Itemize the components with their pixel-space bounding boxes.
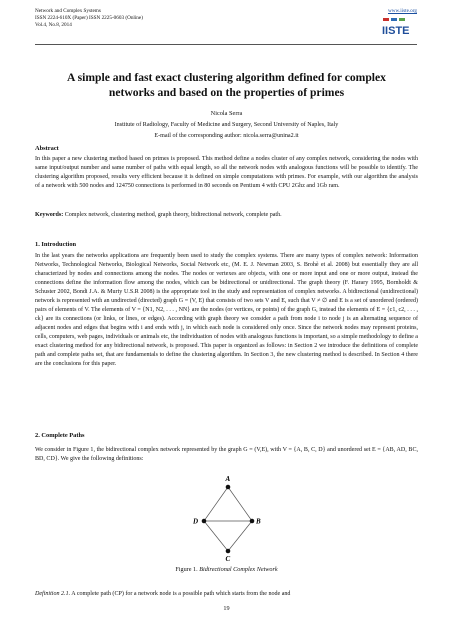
section-2-text: We consider in Figure 1, the bidirectional complex network represented by the graph G = (V,E), with V = {A, B, C, D} and unordered set E = {AB, AD, BC, BD, CD}. We give the following definitions: <box>35 447 418 462</box>
node-d <box>202 519 207 524</box>
journal-header <box>35 8 143 29</box>
section-2-heading: 2. Complete Paths <box>35 432 85 439</box>
node-c <box>226 549 231 554</box>
figure-caption-text: Bidirectional Complex Network <box>199 566 278 573</box>
definition-label: Definition 2.1. <box>35 591 71 597</box>
figure-1-graph <box>186 471 270 563</box>
node-label-a: A <box>225 475 231 483</box>
keywords-line <box>35 211 418 220</box>
keywords-text: Complex network, clustering method, graph theory, bidirectional network, complete path. <box>63 212 282 218</box>
edge-a-b <box>228 487 252 521</box>
header-rule <box>35 44 417 45</box>
paper-title <box>0 70 453 100</box>
title-line-1: A simple and fast exact clustering algorithm defined for complex <box>67 71 386 84</box>
node-label-d: D <box>193 517 199 526</box>
corresponding-email: E-mail of the corresponding author: nicola.serra@unina2.it <box>154 133 299 139</box>
edge-d-c <box>204 521 228 551</box>
node-b <box>250 519 255 524</box>
iiste-logo <box>381 17 417 39</box>
definition-text: A complete path (CP) for a network node is a possible path which starts from the node and <box>70 591 291 597</box>
node-a <box>226 485 231 490</box>
node-label-c: C <box>225 555 231 563</box>
edge-b-c <box>228 521 252 551</box>
journal-url-link[interactable]: www.iiste.org <box>388 8 417 14</box>
abstract-heading: Abstract <box>35 145 59 152</box>
page-number: 19 <box>223 605 230 612</box>
definition-2-1 <box>35 590 418 599</box>
edge-a-d <box>204 487 228 521</box>
abstract-text: In this paper a new clustering method based on primes is proposed. This method define a nodes cluster of any complex network, considering the nodes with same input/output number and same number of paths with equal length, so all the network nodes with analogous functions will be possible to identify. The clustering algorithm proposed, results very efficient because it is defined on simple computations with primes. For example, with our algorithm the analysis of a network with 500 nodes and 124750 connections is performed in 80 seconds on Pentium 4 with CPU 2Ghz and 1Gb ram. <box>35 156 418 189</box>
figure-1-caption <box>0 566 453 573</box>
figure-caption-prefix: Figure 1. <box>175 566 200 573</box>
keywords-label: Keywords: <box>35 212 64 218</box>
introduction-text: In the last years the networks applications are frequently been used to study the complex systems. There are many types of complex network: Information Networks, Technological Networks, Biological Networks, Social Network etc, (M. E. J. Newman 2003, S. Brohè et al. 2008) but essentially they are all characterized by nodes and connections among the nodes. The nodes or vertexes are objects, with one or more input and one or more output, instead the connections define the information flow among the nodes, which can be bidirectional or unidirectional. The graph theory (F. Harary 1995, Bornholdt & Schuster 2002, Bondi J.A. & Murty U.S.R 2008) is the appropriate tool in the study and representation of complex networks. A bidirectional (unidirectional) network is represented with an undirected (directed) graph G = (V, E) that consists of two sets V and E, such that V ≠ ∅ and E is a set of unordered (ordered) pairs of elements of V. The elements of V = {N1, N2, . . . , NN} are the nodes (or vertices, or points) of the graph G, instead the elements of E = {c1, c2, . . . , ck} are its connections (or links, or lines, or edges). According with graph theory we consider a path from node i to node j is an alternating sequence of adjacent nodes and edges that begins with i and ends with j, in which each node is considered only once. Since the network nodes may represent proteins, cells, computers, web pages, individuals or animals etc, the individuation of nodes with analogous functions is important, so a simple methodology to define a exact clustering method for any bidirectional network, is proposed. This paper is organized as follows: in Section 2 we introduce the definitions of complete path and complete paths set, that are fundamentals to define the clustering algorithm. In Section 3, the new clustering method is described. In Section 4 there are the conclusions for this paper. <box>35 253 418 367</box>
svg-text:IISTE: IISTE <box>382 25 410 37</box>
volume-line: Vol.4, No.8, 2014 <box>35 22 72 28</box>
node-label-b: B <box>256 517 261 526</box>
affiliation: Institute of Radiology, Faculty of Medicine and Surgery, Second University of Naples, Italy <box>114 122 339 128</box>
author-name: Nicola Serra <box>210 110 243 117</box>
section-1-heading: 1. Introduction <box>35 241 77 248</box>
journal-name: Network and Complex Systems <box>35 8 101 14</box>
title-line-2: networks and based on the properties of primes <box>108 86 345 99</box>
issn-line: ISSN 2224-610X (Paper) ISSN 2225-0603 (Online) <box>35 15 143 21</box>
